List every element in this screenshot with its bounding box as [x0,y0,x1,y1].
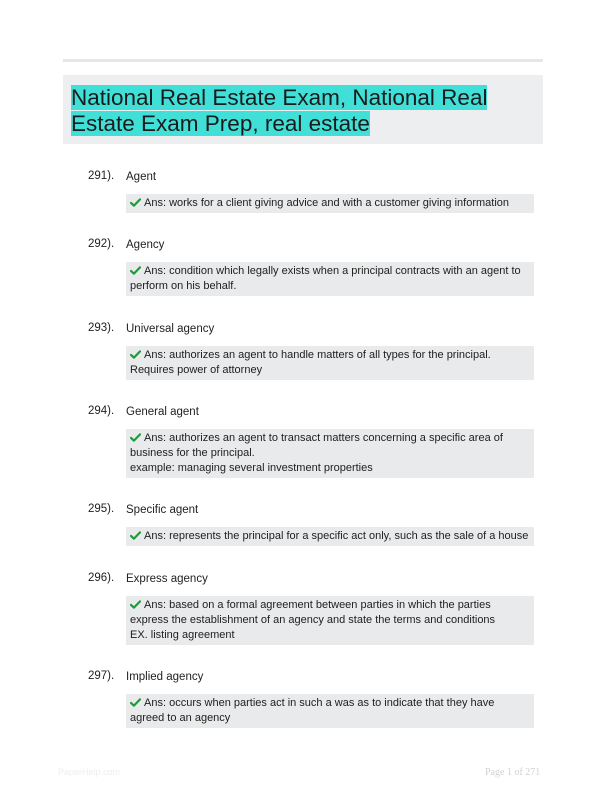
question-number: 293). [88,322,115,334]
footer-watermark: PaperHelp.com [58,767,121,777]
answer-text: EX. listing agreement [130,629,235,641]
check-icon [130,198,141,207]
question-number: 291). [88,170,115,182]
answer-prefix: Ans: [144,432,167,444]
question-number: 292). [88,238,115,250]
check-icon [130,433,141,442]
answer-line [130,196,530,211]
answer-prefix: Ans: [144,265,167,277]
answer-text: example: managing several investment properties [130,462,373,474]
question-term: Implied agency [126,671,204,683]
answer-text: works for a client giving advice and with a customer giving information [169,197,510,209]
question-term: Agent [126,171,157,183]
answer-prefix: Ans: [144,599,167,611]
answer-text: condition which legally exists when a principal contracts with an agent to perform on his behalf. [130,265,521,292]
answer-line [130,529,530,544]
answer-box [126,194,534,213]
answer-prefix: Ans: [144,697,167,709]
answer-box [126,346,534,380]
question-number: 297). [88,670,115,682]
question-number: 296). [88,572,115,584]
answer-prefix: Ans: [144,197,167,209]
answer-box [126,694,534,728]
answer-box [126,596,534,645]
question-term: General agent [126,406,199,418]
answer-prefix: Ans: [144,530,167,542]
answer-line [130,431,530,461]
question-number: 294). [88,405,115,417]
check-icon [130,531,141,540]
answer-text: occurs when parties act in such a was as to indicate that they have agreed to an agency [130,697,495,724]
answer-text: authorizes an agent to transact matters concerning a specific area of business for the principal. [130,432,503,459]
answer-line [130,348,530,378]
answer-line [130,628,530,643]
title-banner [63,75,543,144]
answer-text: based on a formal agreement between parties in which the parties express the establishment of an agency and state the terms and conditions [130,599,496,626]
top-divider [63,59,543,62]
answer-text: represents the principal for a specific act only, such as the sale of a house [169,530,529,542]
answer-line [130,696,530,726]
check-icon [130,350,141,359]
check-icon [130,600,141,609]
answer-line [130,461,530,476]
answer-prefix: Ans: [144,349,167,361]
check-icon [130,698,141,707]
question-term: Universal agency [126,323,215,335]
answer-box [126,527,534,546]
answer-line [130,598,530,628]
answer-line [130,264,530,294]
answer-box [126,429,534,478]
question-term: Specific agent [126,504,199,516]
check-icon [130,266,141,275]
question-number: 295). [88,503,115,515]
question-term: Express agency [126,573,208,585]
question-term: Agency [126,239,165,251]
document-title: National Real Estate Exam, National Real Estate Exam Prep, real estate [71,85,488,136]
answer-box [126,262,534,296]
page-number: Page 1 of 271 [485,767,541,778]
answer-text: authorizes an agent to handle matters of all types for the principal. Requires power of attorney [130,349,491,376]
